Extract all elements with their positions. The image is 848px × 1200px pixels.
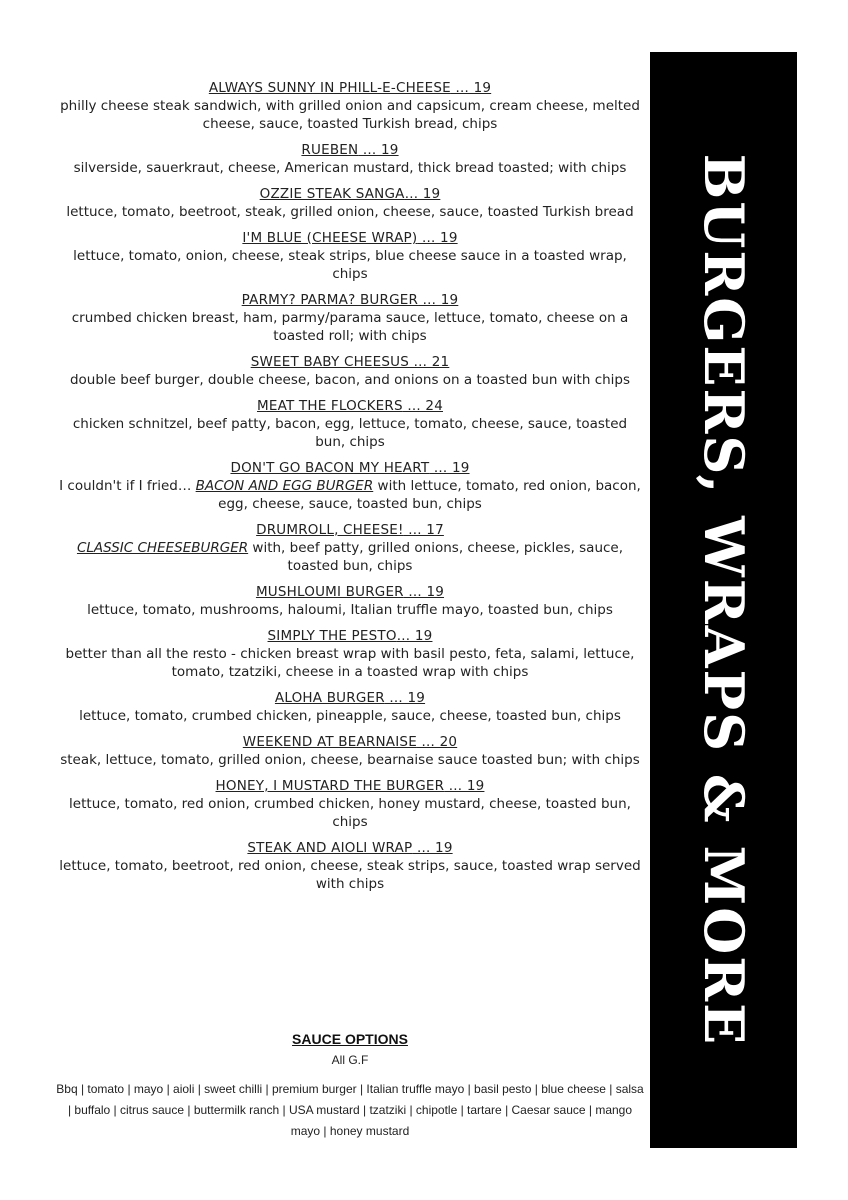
item-description	[52, 601, 648, 619]
item-desc-text: lettuce, tomato, crumbed chicken, pineapple, sauce, cheese, toasted bun, chips	[79, 708, 621, 724]
item-price: … 20	[416, 734, 458, 750]
item-name: HONEY, I MUSTARD THE BURGER	[215, 778, 445, 794]
menu-item	[52, 142, 648, 177]
item-desc-text: lettuce, tomato, beetroot, steak, grilled onion, cheese, sauce, toasted Turkish bread	[66, 204, 634, 220]
item-title	[52, 778, 648, 795]
menu-items	[52, 80, 648, 902]
item-desc-text: better than all the resto - chicken breast wrap with basil pesto, feta, salami, lettuce, tomato, tzatziki, cheese in a toasted wrap with chips	[65, 646, 635, 680]
item-title	[52, 840, 648, 857]
menu-item	[52, 840, 648, 893]
sidebar-banner	[650, 52, 797, 1148]
item-price: … 19	[418, 292, 459, 308]
item-desc-text: lettuce, tomato, beetroot, red onion, cheese, steak strips, sauce, toasted wrap served with chips	[59, 858, 641, 892]
item-description	[52, 707, 648, 725]
item-desc-text: double beef burger, double cheese, bacon, and onions on a toasted bun with chips	[69, 372, 631, 388]
menu-item	[52, 80, 648, 133]
item-name: MUSHLOUMI BURGER	[255, 584, 404, 600]
item-title	[52, 690, 648, 707]
item-desc-text: lettuce, tomato, onion, cheese, steak strips, blue cheese sauce in a toasted wrap, chips	[73, 248, 627, 282]
item-desc-text: I couldn't if I fried…	[59, 478, 196, 494]
item-name: I'M BLUE (CHEESE WRAP)	[242, 230, 418, 246]
item-price: … 19	[403, 584, 445, 600]
item-desc-text: silverside, sauerkraut, cheese, American mustard, thick bread toasted; with chips	[73, 160, 627, 176]
item-title	[52, 398, 648, 415]
item-name: SIMPLY THE PESTO	[267, 628, 397, 644]
menu-item	[52, 460, 648, 513]
item-name: ALWAYS SUNNY IN PHILL-E-CHEESE	[208, 80, 451, 96]
item-desc-text: lettuce, tomato, mushrooms, haloumi, Italian truffle mayo, toasted bun, chips	[87, 602, 613, 618]
item-name: DON'T GO BACON MY HEART	[230, 460, 430, 476]
item-description	[52, 857, 648, 893]
menu-item	[52, 186, 648, 221]
item-title	[52, 584, 648, 601]
item-desc-text: lettuce, tomato, red onion, crumbed chicken, honey mustard, cheese, toasted bun, chips	[69, 796, 631, 830]
sauce-options-subtitle: All G.F	[331, 1053, 369, 1067]
menu-item	[52, 734, 648, 769]
item-name: SWEET BABY CHEESUS	[250, 354, 410, 370]
item-price: … 19	[396, 628, 433, 644]
item-desc-text: philly cheese steak sandwich, with grilled onion and capsicum, cream cheese, melted cheese, sauce, toasted Turkish bread, chips	[60, 98, 640, 132]
item-price: … 19	[429, 460, 470, 476]
item-title	[52, 80, 648, 97]
item-desc-text: steak, lettuce, tomato, grilled onion, cheese, bearnaise sauce toasted bun; with chips	[60, 752, 640, 768]
item-name: OZZIE STEAK SANGA	[259, 186, 405, 202]
menu-item	[52, 292, 648, 345]
item-title	[52, 460, 648, 477]
menu-item	[52, 778, 648, 831]
item-title	[52, 230, 648, 247]
item-description	[52, 415, 648, 451]
item-feature: BACON AND EGG BURGER	[195, 478, 374, 494]
item-name: STEAK AND AIOLI WRAP	[247, 840, 413, 856]
item-name: DRUMROLL, CHEESE!	[256, 522, 404, 538]
item-name: PARMY? PARMA? BURGER	[241, 292, 419, 308]
item-price: … 19	[417, 230, 458, 246]
item-title	[52, 292, 648, 309]
item-price: … 19	[444, 778, 485, 794]
item-price: … 17	[403, 522, 444, 538]
item-description	[52, 203, 648, 221]
item-description	[52, 97, 648, 133]
menu-item	[52, 628, 648, 681]
item-price: … 19	[412, 840, 453, 856]
item-name: RUEBEN	[301, 142, 359, 158]
item-price: … 24	[402, 398, 443, 414]
item-title	[52, 186, 648, 203]
item-desc-text: chicken schnitzel, beef patty, bacon, egg, lettuce, tomato, cheese, sauce, toasted bun, chips	[72, 416, 628, 450]
menu-item	[52, 690, 648, 725]
menu-item	[52, 584, 648, 619]
item-price: … 19	[384, 690, 426, 706]
item-description	[52, 309, 648, 345]
sauce-options-list: Bbq | tomato | mayo | aioli | sweet chilli | premium burger | Italian truffle mayo | basil pesto | blue cheese | salsa | buffalo | citrus sauce | buttermilk ranch | USA mustard | tzatziki | chipotle | tartare | Caesar sauce | mango mayo | honey mustard	[56, 1082, 644, 1138]
item-description	[52, 477, 648, 513]
item-description	[52, 645, 648, 681]
item-desc-text-post: with lettuce, tomato, red onion, bacon, egg, cheese, sauce, toasted bun, chips	[218, 478, 641, 512]
sauce-options-title: SAUCE OPTIONS	[292, 1031, 408, 1047]
item-name: MEAT THE FLOCKERS	[257, 398, 403, 414]
item-price: … 19	[404, 186, 441, 202]
menu-item	[52, 354, 648, 389]
item-description	[52, 539, 648, 575]
item-description	[52, 247, 648, 283]
item-price: … 19	[450, 80, 492, 96]
item-title	[52, 522, 648, 539]
item-name: ALOHA BURGER	[274, 690, 385, 706]
sauce-options	[52, 1031, 648, 1142]
item-title	[52, 354, 648, 371]
menu-item	[52, 398, 648, 451]
menu-item	[52, 522, 648, 575]
item-desc-text-post: with, beef patty, grilled onions, cheese, pickles, sauce, toasted bun, chips	[248, 540, 624, 574]
item-description	[52, 795, 648, 831]
item-price: … 19	[358, 142, 399, 158]
item-title	[52, 142, 648, 159]
item-name: WEEKEND AT BEARNAISE	[242, 734, 417, 750]
item-desc-text: crumbed chicken breast, ham, parmy/parama sauce, lettuce, tomato, cheese on a toasted roll; with chips	[71, 310, 629, 344]
item-title	[52, 734, 648, 751]
item-feature: CLASSIC CHEESEBURGER	[76, 540, 249, 556]
item-description	[52, 159, 648, 177]
menu-item	[52, 230, 648, 283]
item-price: … 21	[409, 354, 450, 370]
item-title	[52, 628, 648, 645]
item-description	[52, 751, 648, 769]
item-description	[52, 371, 648, 389]
sidebar-title: BURGERS, WRAPS & MORE	[691, 153, 756, 1047]
